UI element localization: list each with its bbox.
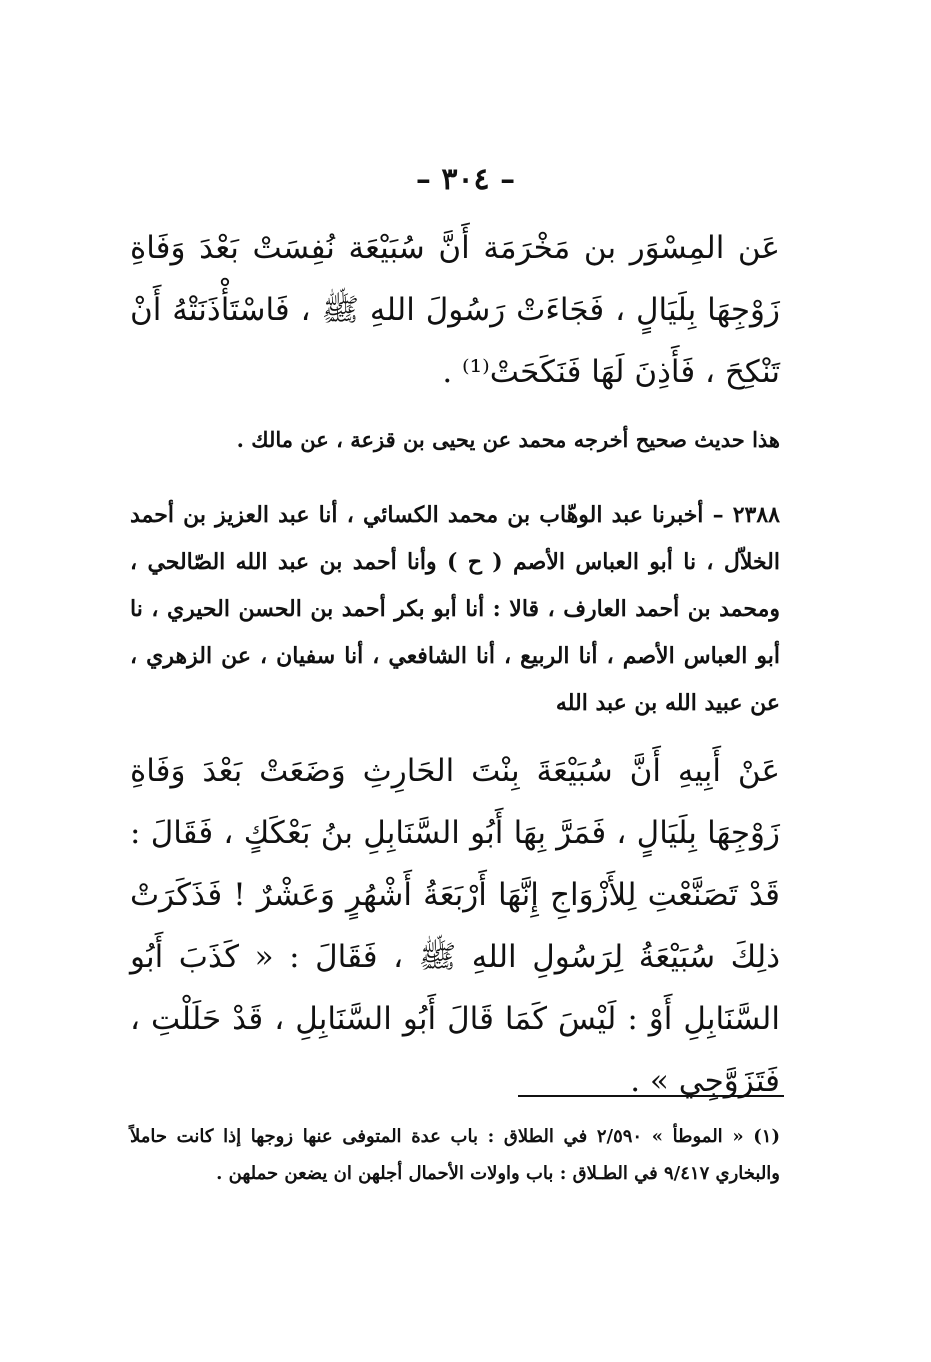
page-number: – ٣٠٤ –: [415, 162, 516, 197]
footnote-1: (١) « الموطأ » ٢/٥٩٠ في الطلاق : باب عدة المتوفى عنها زوجها إذا كانت حاملاً والبخاري ٩/٤١٧ في الطـلاق : باب واولات الأحمال أجلهن ان يضعن حملهن .: [130, 1126, 780, 1184]
hadith-text-1: عَن المِسْوَر بن مَخْرَمَة أَنَّ سُبَيْعَة نُفِسَتْ بَعْدَ وَفَاةِ زَوْجِهَا بِلَيَالٍ ، فَجَاءَتْ رَسُولَ اللهِ ﷺ ، فَاسْتَأْذَنَتْهُ أَنْ تَنْكِحَ ، فَأَذِنَ لَهَا فَنَكَحَتْ⁽¹⁾ .: [130, 230, 780, 390]
hadith-isnad-2388: ٢٣٨٨ – أخبرنا عبد الوهّاب بن محمد الكسائي ، أنا عبد العزيز بن أحمد الخلاّل ، نا أبو العباس الأصم ( ح ) وأنا أحمد بن عبد الله الصّالحي ، ومحمد بن أحمد العارف ، قالا : أنا أبو بكر أحمد بن الحسن الحيري ، نا أبو العباس الأصم ، أنا الربيع ، أنا الشافعي ، أنا سفيان ، عن الزهري ، عن عبيد الله بن عبد الله: [130, 502, 780, 716]
footnote-divider: [518, 1095, 784, 1097]
hadith-text-2: عَنْ أَبِيهِ أَنَّ سُبَيْعَةَ بِنْتَ الحَارِثِ وَضَعَتْ بَعْدَ وَفَاةِ زَوْجِهَا بِلَيَالٍ ، فَمَرَّ بِهَا أَبُو السَّنَابِلِ بنُ بَعْكَكٍ ، فَقَالَ : قَدْ تَصَنَّعْتِ لِلأَزْوَاجِ إِنَّهَا أَرْبَعَةُ أَشْهُرٍ وَعَشْرٌ ! فَذَكَرَتْ ذلِكَ سُبَيْعَةُ لِرَسُولِ اللهِ ﷺ ، فَقَالَ : « كَذَبَ أَبُو السَّنَابِلِ أَوْ : لَيْسَ كَمَا قَالَ أَبُو السَّنَابِلِ ، قَدْ حَلَلْتِ ، فَتَزَوَّجِي » .: [130, 753, 780, 1099]
hadith-commentary: هذا حديث صحيح أخرجه محمد عن يحيى بن قزعة ، عن مالك .: [236, 427, 780, 452]
